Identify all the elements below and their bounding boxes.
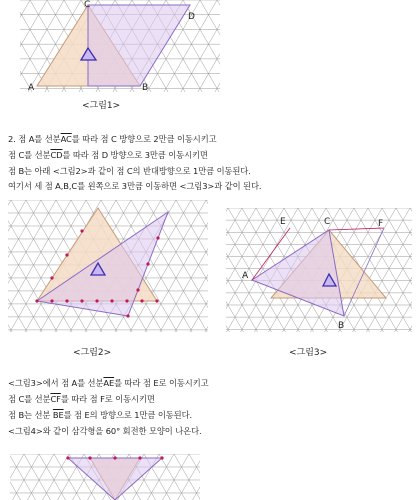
grid-line [8, 200, 26, 332]
figure-2-caption: <그림2> [73, 348, 112, 358]
text-span: 점 C를 선분 [8, 394, 51, 404]
point-marker [125, 299, 128, 302]
point-marker [50, 276, 53, 279]
segment-ac: $\overline{AC}$ [60, 134, 72, 144]
grid-line [181, 0, 220, 92]
point-marker [113, 456, 116, 459]
grid-line [226, 208, 230, 332]
point-marker [126, 314, 129, 317]
text-span: 를 따라 점 F로 이동시키면 [60, 394, 155, 404]
point-marker [155, 299, 158, 302]
text-span: 점 B는 선분 [8, 410, 53, 420]
figure-2 [8, 200, 208, 332]
point-marker [65, 299, 68, 302]
text-line [8, 377, 209, 389]
label-b: B [142, 83, 149, 92]
text-span: <그림3>에서 점 A를 선분 [8, 378, 104, 388]
grid-line [8, 200, 57, 332]
figure-3 [226, 208, 412, 332]
point-marker [88, 456, 91, 459]
segment-ae: $\overline{AE}$ [103, 378, 115, 388]
label-c: C [84, 0, 91, 10]
text-block-1 [8, 133, 413, 197]
text-line: 여기서 세 점 A,B,C를 왼쪽으로 3만큼 이동하면 <그림3>과 같이 된다. [8, 181, 262, 191]
text-line [8, 133, 217, 145]
point-marker [50, 299, 53, 302]
label-f: F [378, 219, 384, 229]
point-marker [138, 456, 141, 459]
grid-line [217, 0, 220, 92]
grid-line [226, 208, 244, 332]
grid-line [226, 208, 256, 332]
label-a: A [242, 271, 249, 281]
grid-line [205, 200, 208, 332]
grid-line [20, 0, 30, 92]
figure-1 [20, 0, 220, 92]
grid-line [410, 208, 412, 332]
figure-1-caption: <그림1> [82, 101, 121, 111]
grid-line [200, 0, 220, 92]
point-marker [80, 299, 83, 302]
grid-line [191, 200, 208, 332]
point-marker [35, 299, 38, 302]
label-c: C [324, 217, 331, 227]
point-marker [140, 299, 143, 302]
text-line: <그림4>와 같이 삼각형을 60° 회전한 모양이 나온다. [8, 426, 202, 436]
text-line [8, 393, 155, 405]
point-marker [156, 236, 159, 239]
label-d: D [188, 12, 195, 22]
grid-line [8, 200, 42, 332]
segment-cf: $\overline{CF}$ [50, 394, 61, 404]
text-span: 2. 점 A를 선분 [8, 134, 61, 144]
point-marker [80, 229, 83, 232]
text-span: 를 점 E의 방향으로 1만큼 이동된다. [63, 410, 193, 420]
point-marker [136, 288, 139, 291]
text-line: 점 B는 아래 <그림2>과 같이 점 C의 반대방향으로 1만큼 이동된다. [8, 166, 251, 176]
figure-3-caption: <그림3> [289, 348, 328, 358]
label-e: E [280, 217, 286, 227]
label-b: B [338, 321, 345, 331]
point-marker [146, 262, 149, 265]
grid-line [8, 200, 12, 332]
text-line [8, 149, 208, 161]
grid-line [206, 200, 208, 332]
point-marker [160, 456, 163, 459]
grid-line [408, 208, 412, 332]
grid-line [8, 200, 11, 332]
grid-line [226, 208, 228, 332]
grid-line [382, 208, 412, 332]
text-line [8, 409, 192, 421]
figure-4 [10, 454, 200, 500]
grid-line [8, 200, 27, 332]
grid-line [394, 208, 412, 332]
grid-line [215, 0, 220, 92]
segment-be: $\overline{BE}$ [52, 410, 64, 420]
grid-line [146, 200, 208, 332]
text-span: 점 C를 선분 [8, 150, 51, 160]
point-marker [66, 456, 69, 459]
label-a: A [28, 83, 35, 92]
segment-cd: $\overline{CD}$ [50, 150, 63, 160]
point-marker [110, 299, 113, 302]
text-span: 를 따라 점 E로 이동시키고 [114, 378, 209, 388]
text-block-2 [8, 377, 413, 441]
point-marker [95, 299, 98, 302]
point-marker [65, 253, 68, 256]
text-span: 를 따라 점 D 방향으로 3만큼 이동시키면 [62, 150, 208, 160]
triangle-rotated [68, 458, 162, 500]
triangle-shifted [252, 230, 344, 316]
text-span: 를 따라 점 C 방향으로 2만큼 이동시키고 [71, 134, 217, 144]
